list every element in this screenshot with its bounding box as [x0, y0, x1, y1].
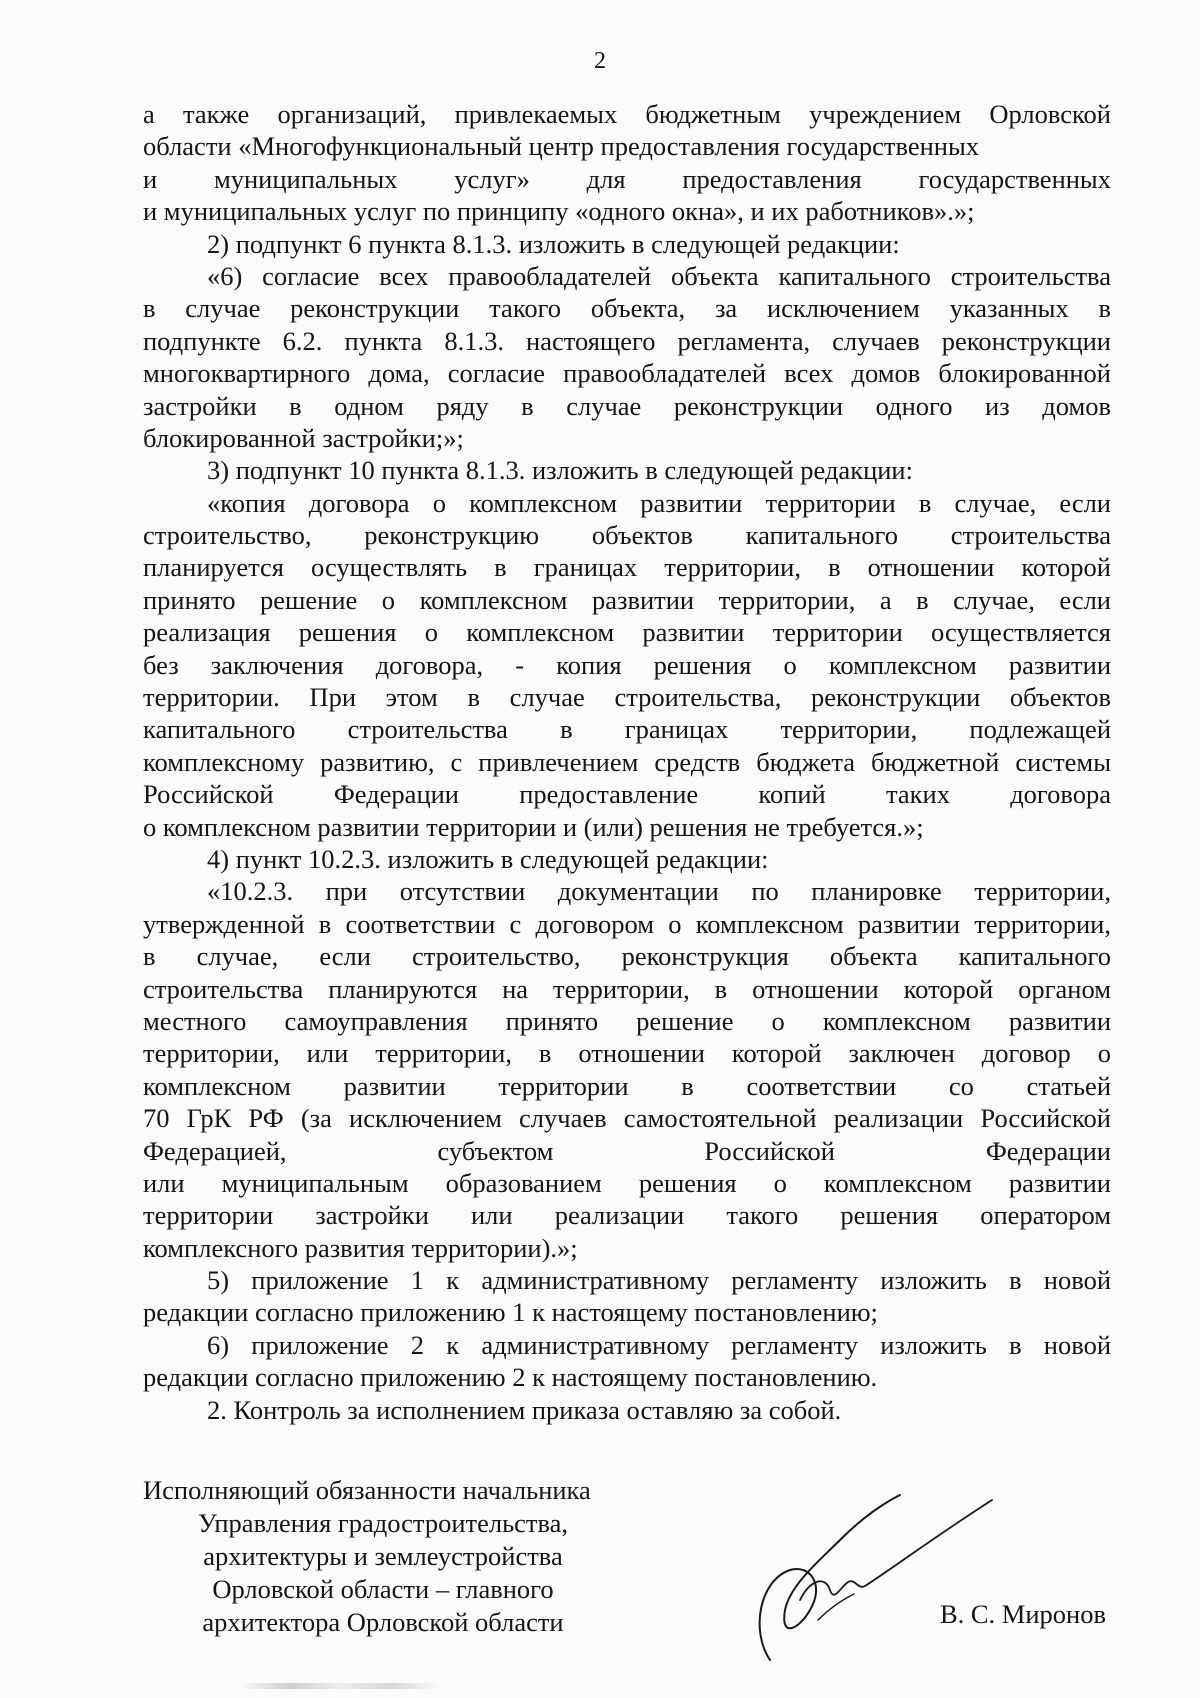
text-line: капитального строительства в границах территории, подлежащей [143, 714, 1111, 745]
text-line: подпункте 6.2. пункта 8.1.3. настоящего регламента, случаев реконструкции [143, 325, 1111, 356]
text-line: территории, или территории, в отношении которой заключен договор о [143, 1038, 1111, 1069]
text-line: местного самоуправления принято решение о комплексном развитии [143, 1005, 1111, 1036]
text-line: области «Многофункциональный центр предоставления государственных [143, 131, 980, 162]
text-line: редакции согласно приложению 2 к настоящему постановлению. [143, 1362, 878, 1393]
text-line: или муниципальным образованием решения о комплексном развитии [143, 1167, 1111, 1198]
signature-title-line: архитектора Орловской области [202, 1607, 564, 1637]
text-line: и муниципальных услуг» для предоставления государственных [143, 163, 1111, 194]
signature-title-block [143, 1474, 623, 1639]
text-line: в случае реконструкции такого объекта, за исключением указанных в [143, 293, 1111, 324]
text-line: принято решение о комплексном развитии территории, а в случае, если [143, 584, 1111, 615]
text-line: комплексного развития территории).»; [143, 1232, 578, 1263]
scan-artifact [240, 1683, 440, 1689]
text-line: комплексному развитию, с привлечением средств бюджета бюджетной системы [143, 746, 1111, 777]
text-line: Федерацией, субъектом Российской Федерации [143, 1135, 1111, 1166]
text-line: 3) подпункт 10 пункта 8.1.3. изложить в следующей редакции: [207, 455, 913, 486]
text-line: блокированной застройки;»; [143, 422, 464, 453]
text-line: территории. При этом в случае строительства, реконструкции объектов [143, 682, 1111, 713]
text-line: 4) пункт 10.2.3. изложить в следующей редакции: [207, 843, 769, 874]
signature-title-line: архитектуры и землеустройства [203, 1541, 563, 1571]
text-line: комплексном развитии территории в соответствии со статьей [143, 1070, 1111, 1101]
text-line: Российской Федерации предоставление копий таких договора [143, 779, 1111, 810]
signature-title-line: Управления градостроительства, [197, 1508, 569, 1538]
text-line: о комплексном развитии территории и (или) решения не требуется.»; [143, 811, 924, 842]
text-line: строительство, реконструкцию объектов капитального строительства [143, 520, 1111, 551]
text-line: 70 ГрК РФ (за исключением случаев самостоятельной реализации Российской [143, 1103, 1111, 1134]
text-line: «копия договора о комплексном развитии территории в случае, если [207, 487, 1111, 518]
text-line: утвержденной в соответствии с договором о комплексном развитии территории, [143, 908, 1111, 939]
signer-name: В. С. Миронов [939, 1599, 1106, 1629]
text-line: строительства планируются на территории, в отношении которой органом [143, 973, 1111, 1004]
text-line: редакции согласно приложению 1 к настоящему постановлению; [143, 1297, 878, 1328]
text-line: а также организаций, привлекаемых бюджетным учреждением Орловской [143, 99, 1111, 129]
text-line: территории застройки или реализации такого решения оператором [143, 1200, 1111, 1231]
signature-title-line: Орловской области – главного [212, 1574, 554, 1604]
text-line: «10.2.3. при отсутствии документации по планировке территории, [207, 876, 1111, 907]
text-line: многоквартирного дома, согласие правообладателей всех домов блокированной [143, 358, 1111, 389]
text-line: и муниципальных услуг по принципу «одного окна», и их работников».»; [143, 196, 975, 227]
page-number: 2 [594, 48, 606, 74]
text-line: реализация решения о комплексном развитии территории осуществляется [143, 617, 1111, 648]
handwritten-signature [730, 1490, 1000, 1670]
text-line: застройки в одном ряду в случае реконструкции одного из домов [143, 390, 1111, 421]
text-line: без заключения договора, - копия решения о комплексном развитии [143, 649, 1111, 680]
text-line: 6) приложение 2 к административному регламенту изложить в новой [207, 1329, 1111, 1360]
signature-title-line: Исполняющий обязанности начальника [143, 1475, 591, 1505]
text-line: «6) согласие всех правообладателей объекта капитального строительства [207, 260, 1111, 291]
text-line: 5) приложение 1 к административному регламенту изложить в новой [207, 1265, 1111, 1296]
text-line: 2) подпункт 6 пункта 8.1.3. изложить в следующей редакции: [207, 228, 900, 259]
text-line: в случае, если строительство, реконструкция объекта капитального [143, 941, 1111, 972]
text-line: планируется осуществлять в границах территории, в отношении которой [143, 552, 1111, 583]
document-body [143, 98, 1111, 1426]
text-line: 2. Контроль за исполнением приказа оставляю за собой. [207, 1394, 842, 1425]
